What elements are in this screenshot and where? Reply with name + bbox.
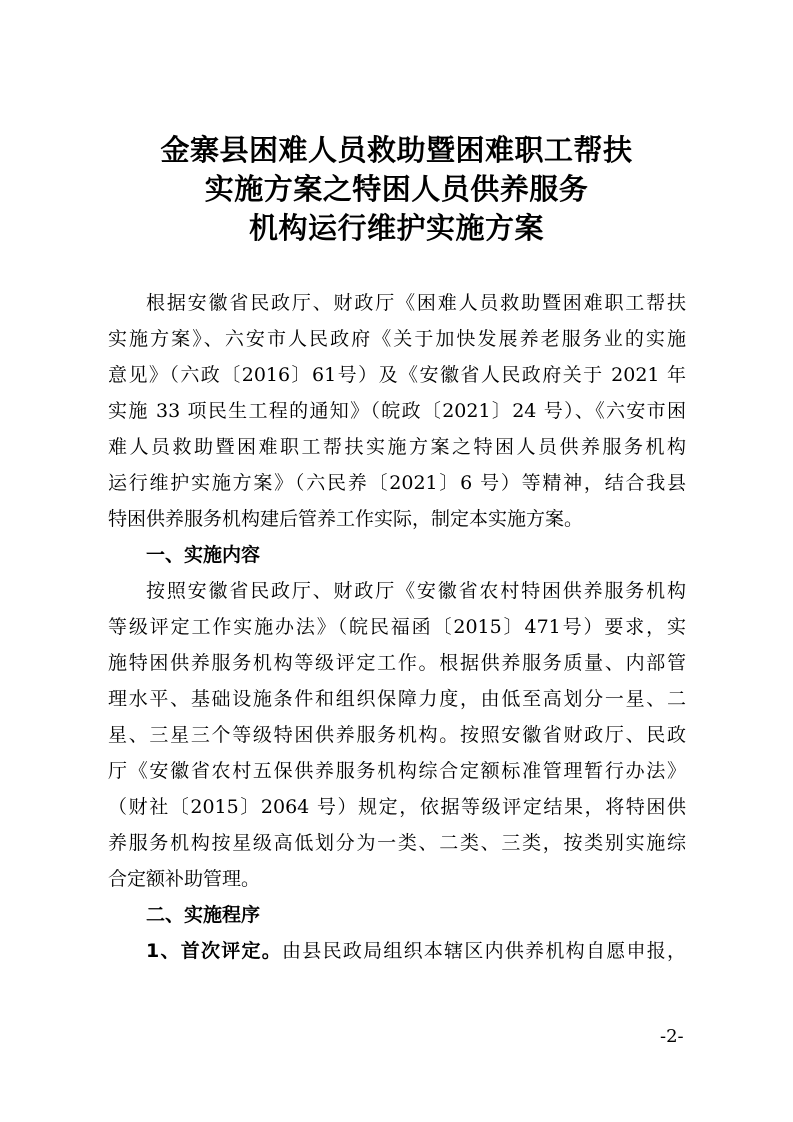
paragraph-1-line: 实施 33 项民生工程的通知》（皖政〔2021〕24 号）、《六安市困 bbox=[108, 400, 686, 422]
paragraph-2-line: 厅《安徽省农村五保供养服务机构综合定额标准管理暂行办法》 bbox=[108, 760, 686, 782]
document-title-line-3: 机构运行维护实施方案 bbox=[248, 211, 544, 245]
paragraph-3-lead: 1、首次评定。 bbox=[146, 940, 283, 962]
paragraph-1-line: 难人员救助暨困难职工帮扶实施方案之特困人员供养服务机构 bbox=[108, 436, 686, 458]
section-heading-1: 一、实施内容 bbox=[146, 544, 261, 566]
paragraph-2-line: 合定额补助管理。 bbox=[108, 868, 261, 890]
paragraph-1-line: 实施方案》、六安市人民政府《关于加快发展养老服务业的实施 bbox=[108, 328, 686, 350]
paragraph-1-line: 运行维护实施方案》（六民养〔2021〕6 号）等精神，结合我县 bbox=[108, 472, 686, 494]
paragraph-2-line: 施特困供养服务机构等级评定工作。根据供养服务质量、内部管 bbox=[108, 652, 686, 674]
page-number: -2- bbox=[660, 1026, 684, 1047]
paragraph-1-line: 意见》（六政〔2016〕61号）及《安徽省人民政府关于 2021 年 bbox=[108, 364, 686, 386]
paragraph-2-line: 等级评定工作实施办法》（皖民福函〔2015〕471号）要求，实 bbox=[108, 616, 686, 638]
paragraph-3-line bbox=[146, 938, 686, 964]
paragraph-3-text: 由县民政局组织本辖区内供养机构自愿申报， bbox=[282, 940, 686, 962]
paragraph-2-line: 星、三星三个等级特困供养服务机构。按照安徽省财政厅、民政 bbox=[108, 724, 686, 746]
paragraph-2-line: 理水平、基础设施条件和组织保障力度，由低至高划分一星、二 bbox=[108, 688, 686, 710]
paragraph-1-line: 根据安徽省民政厅、财政厅《困难人员救助暨困难职工帮扶 bbox=[146, 292, 686, 314]
paragraph-2-line: 养服务机构按星级高低划分为一类、二类、三类，按类别实施综 bbox=[108, 832, 686, 854]
paragraph-2-line: 按照安徽省民政厅、财政厅《安徽省农村特困供养服务机构 bbox=[146, 580, 686, 602]
document-title-line-2: 实施方案之特困人员供养服务 bbox=[204, 172, 589, 206]
paragraph-2-line: （财社〔2015〕2064 号）规定，依据等级评定结果，将特困供 bbox=[108, 796, 686, 818]
paragraph-1-line: 特困供养服务机构建后管养工作实际，制定本实施方案。 bbox=[108, 508, 584, 530]
document-title-line-1: 金寨县困难人员救助暨困难职工帮扶 bbox=[160, 133, 633, 167]
section-heading-2: 二、实施程序 bbox=[146, 904, 261, 926]
